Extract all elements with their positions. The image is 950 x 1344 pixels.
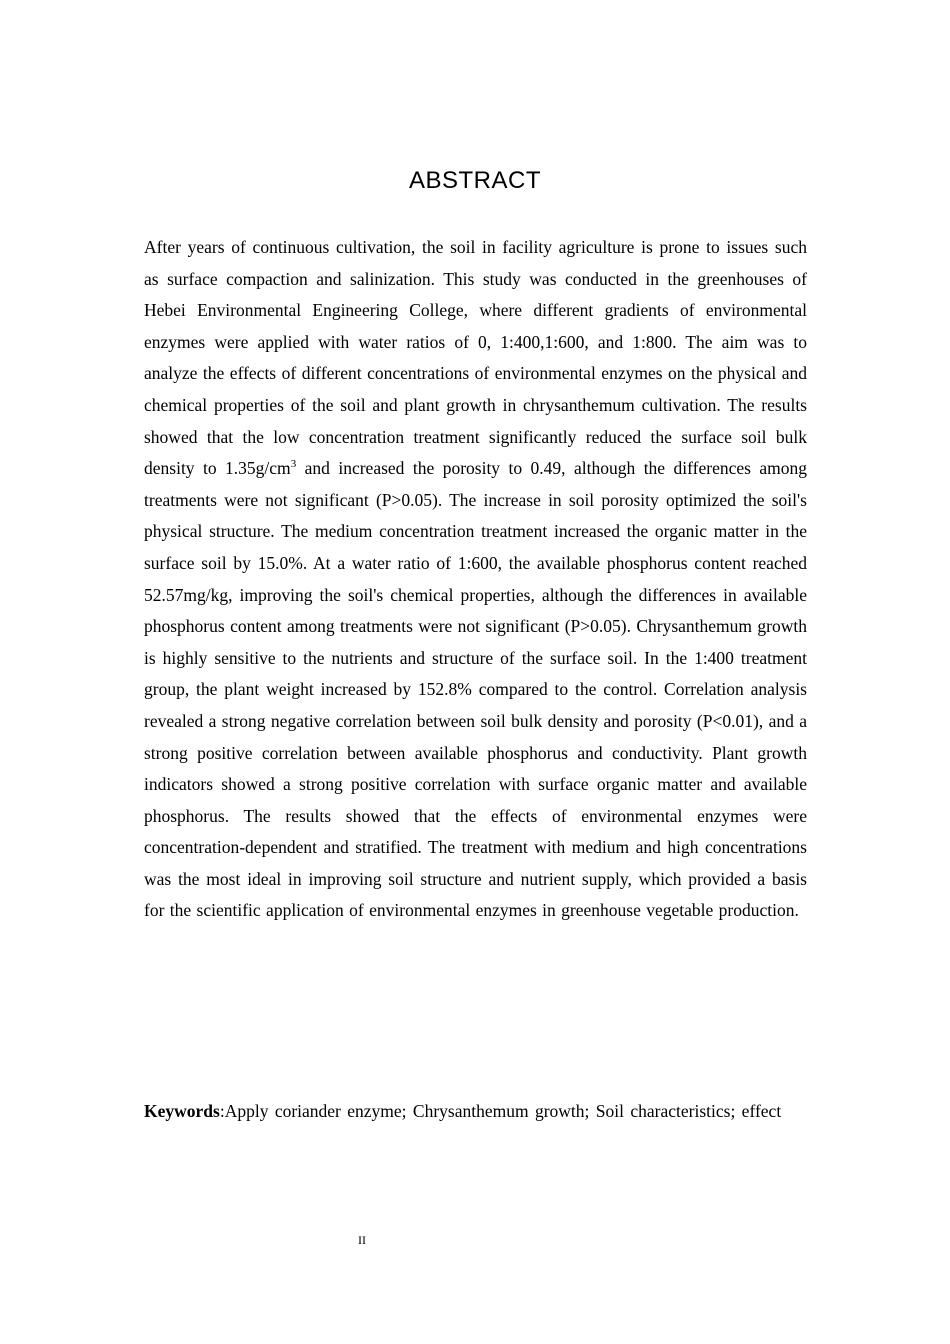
keywords-text: :Apply coriander enzyme; Chrysanthemum growth; Soil characteristics; effect [219, 1101, 782, 1121]
keywords-line [144, 1096, 807, 1128]
superscript-exponent: 3 [290, 458, 297, 471]
page-title: ABSTRACT [408, 167, 541, 194]
abstract-text-before-superscript: After years of continuous cultivation, the soil in facility agriculture is prone to issues such as surface compaction and salinization. This study was conducted in the greenhouses of Hebei Environmental Engineering College, where different gradients of environmental enzymes were applied with water ratios of 0, 1:400,1:600, and 1:800. The aim was to analyze the effects of different concentrations of environmental enzymes on the physical and chemical properties of the soil and plant growth in chrysanthemum cultivation. The results showed that the low concentration treatment significantly reduced the surface soil bulk density to 1.35g/cm [144, 237, 807, 479]
abstract-text-after-superscript: and increased the porosity to 0.49, although the differences among treatments were not significant (P>0.05). The increase in soil porosity optimized the soil's physical structure. The medium concentration treatment increased the organic matter in the surface soil by 15.0%. At a water ratio of 1:600, the available phosphorus content reached 52.57mg/kg, improving the soil's chemical properties, although the differences in available phosphorus content among treatments were not significant (P>0.05). Chrysanthemum growth is highly sensitive to the nutrients and structure of the surface soil. In the 1:400 treatment group, the plant weight increased by 152.8% compared to the control. Correlation analysis revealed a strong negative correlation between soil bulk density and porosity (P<0.01), and a strong positive correlation between available phosphorus and conductivity. Plant growth indicators showed a strong positive correlation with surface organic matter and available phosphorus. The results showed that the effects of environmental enzymes were concentration-dependent and stratified. The treatment with medium and high concentrations was the most ideal in improving soil structure and nutrient supply, which provided a basis for the scientific application of environmental enzymes in greenhouse vegetable production. [144, 458, 808, 921]
page-number: II [358, 1233, 366, 1247]
abstract-body [144, 232, 807, 927]
keywords-label: Keywords [144, 1101, 220, 1121]
